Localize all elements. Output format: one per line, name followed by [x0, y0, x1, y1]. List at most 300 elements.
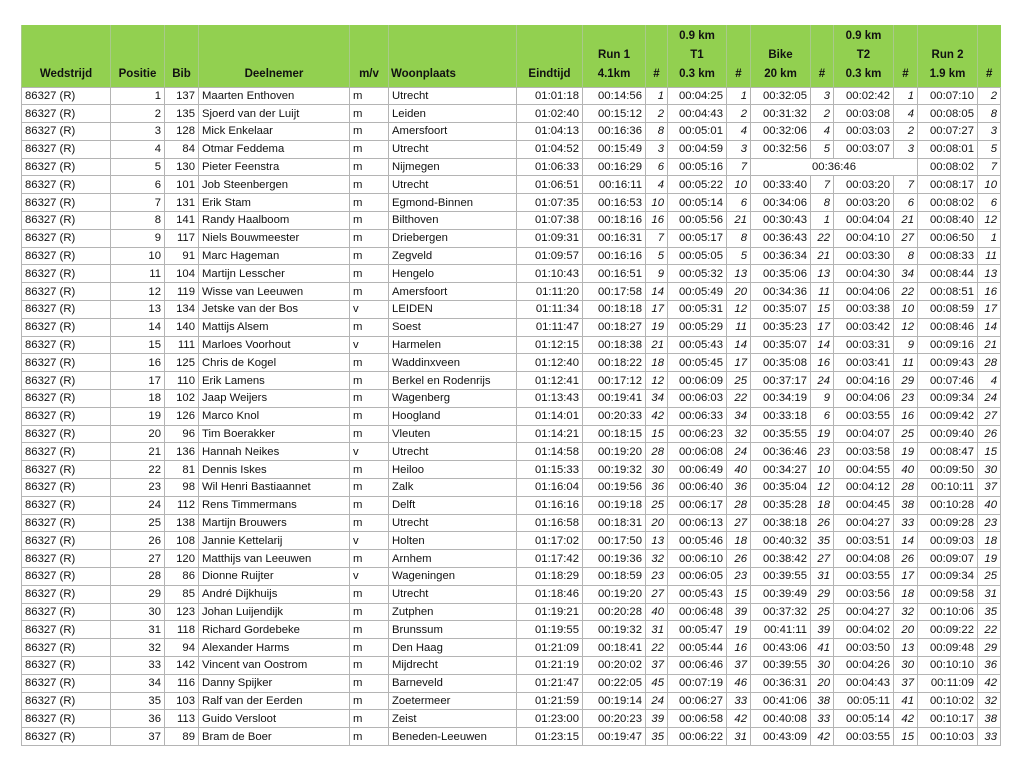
cell-bib: 131 [165, 194, 199, 212]
cell-eindtijd: 01:21:09 [517, 639, 583, 657]
cell-run2: 00:08:44 [918, 265, 978, 283]
cell-t2-rank: 42 [894, 710, 918, 728]
cell-wedstrijd: 86327 (R) [22, 443, 111, 461]
cell-deelnemer: Matthijs van Leeuwen [199, 550, 350, 568]
cell-t1: 00:06:08 [668, 443, 727, 461]
t2-label: T2 [856, 48, 871, 61]
cell-wedstrijd: 86327 (R) [22, 692, 111, 710]
cell-run1-rank: 15 [646, 425, 668, 443]
cell-positie: 9 [111, 229, 165, 247]
table-row [22, 603, 1001, 621]
cell-deelnemer: Guido Versloot [199, 710, 350, 728]
cell-bike-rank: 8 [811, 194, 834, 212]
cell-t1-rank: 11 [727, 318, 751, 336]
cell-t1: 00:05:43 [668, 336, 727, 354]
cell-eindtijd: 01:01:18 [517, 87, 583, 105]
cell-deelnemer: Wil Henri Bastiaannet [199, 479, 350, 497]
cell-wedstrijd: 86327 (R) [22, 140, 111, 158]
col-deelnemer: Deelnemer [199, 25, 350, 87]
cell-woonplaats: Utrecht [389, 514, 517, 532]
cell-bike: 00:38:42 [751, 550, 811, 568]
cell-t2: 00:04:26 [834, 657, 894, 675]
cell-woonplaats: Den Haag [389, 639, 517, 657]
cell-t1-rank: 19 [727, 621, 751, 639]
cell-run1-rank: 36 [646, 479, 668, 497]
t1-label: T1 [690, 48, 704, 61]
cell-positie: 24 [111, 496, 165, 514]
cell-run1: 00:16:29 [583, 158, 646, 176]
cell-eindtijd: 01:15:33 [517, 461, 583, 479]
cell-bib: 134 [165, 301, 199, 319]
cell-run1: 00:19:20 [583, 443, 646, 461]
cell-eindtijd: 01:07:35 [517, 194, 583, 212]
cell-t1: 00:05:44 [668, 639, 727, 657]
cell-bike-rank: 11 [811, 283, 834, 301]
cell-positie: 11 [111, 265, 165, 283]
cell-bib: 85 [165, 585, 199, 603]
run1-label: Run 1 [598, 48, 630, 61]
cell-t2-rank: 3 [894, 140, 918, 158]
cell-run2-rank: 22 [978, 621, 1001, 639]
cell-deelnemer: Otmar Feddema [199, 140, 350, 158]
cell-deelnemer: Jaap Weijers [199, 390, 350, 408]
cell-t1-rank: 33 [727, 692, 751, 710]
cell-mv: v [350, 301, 389, 319]
cell-eindtijd: 01:16:04 [517, 479, 583, 497]
cell-run2-rank: 15 [978, 443, 1001, 461]
cell-deelnemer: Dionne Ruijter [199, 568, 350, 586]
cell-mv: m [350, 390, 389, 408]
cell-run1: 00:19:32 [583, 461, 646, 479]
cell-t1: 00:06:40 [668, 479, 727, 497]
cell-wedstrijd: 86327 (R) [22, 532, 111, 550]
cell-t2: 00:02:42 [834, 87, 894, 105]
cell-mv: m [350, 550, 389, 568]
cell-bib: 81 [165, 461, 199, 479]
table-row [22, 728, 1001, 746]
cell-run2-rank: 36 [978, 657, 1001, 675]
cell-t2-rank: 8 [894, 247, 918, 265]
cell-positie: 37 [111, 728, 165, 746]
table-row [22, 158, 1001, 176]
cell-deelnemer: Marloes Voorhout [199, 336, 350, 354]
cell-bike: 00:33:18 [751, 407, 811, 425]
cell-bike-rank: 18 [811, 496, 834, 514]
cell-eindtijd: 01:21:47 [517, 674, 583, 692]
cell-t2: 00:03:41 [834, 354, 894, 372]
cell-bike: 00:35:55 [751, 425, 811, 443]
cell-run1-rank: 13 [646, 532, 668, 550]
cell-wedstrijd: 86327 (R) [22, 461, 111, 479]
table-row [22, 140, 1001, 158]
cell-positie: 28 [111, 568, 165, 586]
col-wedstrijd: Wedstrijd [22, 25, 111, 87]
table-row [22, 229, 1001, 247]
cell-run1-rank: 18 [646, 354, 668, 372]
cell-t2: 00:04:12 [834, 479, 894, 497]
cell-run2: 00:09:16 [918, 336, 978, 354]
table-row [22, 212, 1001, 230]
cell-t2-rank: 34 [894, 265, 918, 283]
cell-run1: 00:15:49 [583, 140, 646, 158]
cell-bike-rank: 21 [811, 247, 834, 265]
cell-mv: m [350, 212, 389, 230]
table-row [22, 621, 1001, 639]
cell-deelnemer: Richard Gordebeke [199, 621, 350, 639]
col-run2-rank: # [978, 25, 1001, 87]
cell-eindtijd: 01:14:21 [517, 425, 583, 443]
cell-t1-rank: 17 [727, 354, 751, 372]
cell-run1: 00:18:38 [583, 336, 646, 354]
table-row [22, 336, 1001, 354]
cell-wedstrijd: 86327 (R) [22, 674, 111, 692]
cell-run1-rank: 35 [646, 728, 668, 746]
cell-bib: 117 [165, 229, 199, 247]
cell-bike: 00:33:40 [751, 176, 811, 194]
cell-t2: 00:03:55 [834, 728, 894, 746]
table-row [22, 301, 1001, 319]
cell-t1-rank: 42 [727, 710, 751, 728]
table-row [22, 105, 1001, 123]
cell-t1: 00:06:09 [668, 372, 727, 390]
cell-eindtijd: 01:09:57 [517, 247, 583, 265]
cell-wedstrijd: 86327 (R) [22, 318, 111, 336]
cell-mv: m [350, 123, 389, 141]
col-mv: m/v [350, 25, 389, 87]
cell-t1-rank: 7 [727, 158, 751, 176]
cell-run1-rank: 4 [646, 176, 668, 194]
cell-bike-rank: 35 [811, 532, 834, 550]
cell-deelnemer: André Dijkhuijs [199, 585, 350, 603]
cell-t1-rank: 32 [727, 425, 751, 443]
cell-bike: 00:38:18 [751, 514, 811, 532]
cell-run1: 00:15:12 [583, 105, 646, 123]
table-row [22, 710, 1001, 728]
cell-run1-rank: 2 [646, 105, 668, 123]
cell-bib: 98 [165, 479, 199, 497]
cell-t1: 00:05:47 [668, 621, 727, 639]
cell-bike: 00:36:34 [751, 247, 811, 265]
cell-run2-rank: 42 [978, 674, 1001, 692]
cell-mv: m [350, 461, 389, 479]
cell-bib: 108 [165, 532, 199, 550]
cell-run1: 00:19:36 [583, 550, 646, 568]
table-row [22, 390, 1001, 408]
cell-deelnemer: Mick Enkelaar [199, 123, 350, 141]
cell-bib: 141 [165, 212, 199, 230]
cell-t1: 00:04:59 [668, 140, 727, 158]
cell-run2-rank: 6 [978, 194, 1001, 212]
cell-run2-rank: 32 [978, 692, 1001, 710]
cell-t2: 00:03:50 [834, 639, 894, 657]
cell-bike-rank: 12 [811, 479, 834, 497]
cell-run2-rank: 21 [978, 336, 1001, 354]
cell-t2: 00:03:03 [834, 123, 894, 141]
cell-run1: 00:18:22 [583, 354, 646, 372]
cell-bib: 110 [165, 372, 199, 390]
cell-bib: 112 [165, 496, 199, 514]
cell-t1-rank: 25 [727, 372, 751, 390]
cell-run2: 00:11:09 [918, 674, 978, 692]
table-header [22, 25, 1001, 87]
cell-woonplaats: Heiloo [389, 461, 517, 479]
cell-woonplaats: Brunssum [389, 621, 517, 639]
cell-eindtijd: 01:18:46 [517, 585, 583, 603]
cell-t1: 00:05:16 [668, 158, 727, 176]
cell-run2-rank: 18 [978, 532, 1001, 550]
cell-run2: 00:09:50 [918, 461, 978, 479]
cell-deelnemer: Alexander Harms [199, 639, 350, 657]
cell-deelnemer: Erik Stam [199, 194, 350, 212]
cell-run1: 00:22:05 [583, 674, 646, 692]
cell-run2-rank: 30 [978, 461, 1001, 479]
cell-t1-rank: 23 [727, 568, 751, 586]
cell-run1-rank: 31 [646, 621, 668, 639]
cell-bib: 84 [165, 140, 199, 158]
cell-bike: 00:32:56 [751, 140, 811, 158]
cell-run2: 00:09:28 [918, 514, 978, 532]
table-row [22, 550, 1001, 568]
t1-top: 0.9 km [679, 29, 715, 42]
cell-run2: 00:07:27 [918, 123, 978, 141]
cell-run2-rank: 25 [978, 568, 1001, 586]
cell-run2: 00:09:03 [918, 532, 978, 550]
table-row [22, 461, 1001, 479]
cell-bike: 00:35:28 [751, 496, 811, 514]
cell-t1: 00:04:43 [668, 105, 727, 123]
cell-t2: 00:05:14 [834, 710, 894, 728]
cell-deelnemer: Hannah Neikes [199, 443, 350, 461]
cell-mv: m [350, 603, 389, 621]
cell-positie: 25 [111, 514, 165, 532]
cell-bike: 00:35:23 [751, 318, 811, 336]
cell-wedstrijd: 86327 (R) [22, 496, 111, 514]
col-run2 [918, 25, 978, 87]
cell-run2: 00:08:05 [918, 105, 978, 123]
cell-deelnemer: Jannie Kettelarij [199, 532, 350, 550]
col-woonplaats: Woonplaats [389, 25, 517, 87]
cell-t1-rank: 3 [727, 140, 751, 158]
cell-t1-rank: 24 [727, 443, 751, 461]
cell-deelnemer: Rens Timmermans [199, 496, 350, 514]
cell-t1: 00:06:05 [668, 568, 727, 586]
cell-run1: 00:18:27 [583, 318, 646, 336]
table-row [22, 123, 1001, 141]
cell-run1-rank: 39 [646, 710, 668, 728]
cell-wedstrijd: 86327 (R) [22, 336, 111, 354]
cell-t2-rank: 41 [894, 692, 918, 710]
cell-run2: 00:08:33 [918, 247, 978, 265]
cell-t2: 00:04:16 [834, 372, 894, 390]
cell-wedstrijd: 86327 (R) [22, 265, 111, 283]
cell-deelnemer: Marc Hageman [199, 247, 350, 265]
cell-run1-rank: 32 [646, 550, 668, 568]
cell-bike: 00:34:27 [751, 461, 811, 479]
cell-t1: 00:05:45 [668, 354, 727, 372]
cell-woonplaats: Mijdrecht [389, 657, 517, 675]
cell-run1: 00:18:31 [583, 514, 646, 532]
cell-run2-rank: 28 [978, 354, 1001, 372]
cell-run2-rank: 38 [978, 710, 1001, 728]
cell-mv: m [350, 657, 389, 675]
cell-deelnemer: Johan Luijendijk [199, 603, 350, 621]
cell-bike: 00:39:55 [751, 568, 811, 586]
cell-bike-rank: 3 [811, 87, 834, 105]
cell-deelnemer: Job Steenbergen [199, 176, 350, 194]
cell-run1-rank: 9 [646, 265, 668, 283]
cell-positie: 12 [111, 283, 165, 301]
cell-t1-rank: 15 [727, 585, 751, 603]
cell-bike-rank: 19 [811, 425, 834, 443]
cell-run1-rank: 14 [646, 283, 668, 301]
cell-bib: 125 [165, 354, 199, 372]
cell-t2: 00:03:58 [834, 443, 894, 461]
cell-bike-rank: 27 [811, 550, 834, 568]
cell-run1-rank: 8 [646, 123, 668, 141]
cell-deelnemer: Dennis Iskes [199, 461, 350, 479]
cell-bib: 130 [165, 158, 199, 176]
col-bike-rank: # [811, 25, 834, 87]
cell-run2: 00:08:02 [918, 194, 978, 212]
cell-t1-rank: 6 [727, 194, 751, 212]
cell-wedstrijd: 86327 (R) [22, 514, 111, 532]
cell-eindtijd: 01:04:13 [517, 123, 583, 141]
cell-t2-rank: 7 [894, 176, 918, 194]
cell-run1: 00:16:53 [583, 194, 646, 212]
cell-bib: 101 [165, 176, 199, 194]
cell-woonplaats: Utrecht [389, 87, 517, 105]
cell-run2-rank: 31 [978, 585, 1001, 603]
cell-t1-rank: 39 [727, 603, 751, 621]
cell-woonplaats: Zalk [389, 479, 517, 497]
cell-t1-rank: 28 [727, 496, 751, 514]
table-row [22, 514, 1001, 532]
cell-positie: 36 [111, 710, 165, 728]
col-run1-rank: # [646, 25, 668, 87]
cell-bike: 00:35:08 [751, 354, 811, 372]
cell-run1-rank: 21 [646, 336, 668, 354]
cell-woonplaats: Zutphen [389, 603, 517, 621]
cell-t1: 00:06:17 [668, 496, 727, 514]
cell-run2-rank: 10 [978, 176, 1001, 194]
cell-t2: 00:04:10 [834, 229, 894, 247]
cell-run2-rank: 35 [978, 603, 1001, 621]
cell-run2-rank: 14 [978, 318, 1001, 336]
cell-wedstrijd: 86327 (R) [22, 728, 111, 746]
cell-mv: m [350, 105, 389, 123]
cell-woonplaats: Beneden-Leeuwen [389, 728, 517, 746]
cell-deelnemer: Jetske van der Bos [199, 301, 350, 319]
cell-bib: 118 [165, 621, 199, 639]
table-row [22, 372, 1001, 390]
cell-mv: m [350, 728, 389, 746]
cell-t2: 00:04:27 [834, 603, 894, 621]
cell-bike: 00:39:49 [751, 585, 811, 603]
cell-bike-rank: 15 [811, 301, 834, 319]
cell-bike: 00:35:07 [751, 301, 811, 319]
cell-bike-rank: 20 [811, 674, 834, 692]
cell-t1: 00:05:14 [668, 194, 727, 212]
cell-t2-rank: 2 [894, 123, 918, 141]
cell-run1: 00:19:14 [583, 692, 646, 710]
cell-t1-rank: 21 [727, 212, 751, 230]
cell-run1-rank: 19 [646, 318, 668, 336]
cell-bike-rank: 14 [811, 336, 834, 354]
cell-t2-rank: 9 [894, 336, 918, 354]
cell-run1-rank: 28 [646, 443, 668, 461]
cell-run1-rank: 3 [646, 140, 668, 158]
table-row [22, 87, 1001, 105]
cell-t1-rank: 10 [727, 176, 751, 194]
cell-t2-rank: 30 [894, 657, 918, 675]
cell-t1: 00:06:33 [668, 407, 727, 425]
cell-deelnemer: Bram de Boer [199, 728, 350, 746]
cell-mv: m [350, 354, 389, 372]
cell-mv: m [350, 674, 389, 692]
cell-positie: 3 [111, 123, 165, 141]
cell-wedstrijd: 86327 (R) [22, 621, 111, 639]
cell-bike: 00:35:04 [751, 479, 811, 497]
cell-bib: 123 [165, 603, 199, 621]
table-row [22, 194, 1001, 212]
run1-distance: 4.1km [597, 67, 631, 80]
cell-mv: m [350, 479, 389, 497]
cell-wedstrijd: 86327 (R) [22, 372, 111, 390]
cell-bib: 91 [165, 247, 199, 265]
cell-positie: 13 [111, 301, 165, 319]
cell-t2: 00:05:11 [834, 692, 894, 710]
cell-run1-rank: 37 [646, 657, 668, 675]
table-row [22, 425, 1001, 443]
cell-bike-rank: 38 [811, 692, 834, 710]
cell-run2-rank: 1 [978, 229, 1001, 247]
cell-woonplaats: Zoetermeer [389, 692, 517, 710]
cell-run2: 00:09:34 [918, 568, 978, 586]
col-t2-rank: # [894, 25, 918, 87]
cell-mv: m [350, 425, 389, 443]
cell-run2: 00:09:43 [918, 354, 978, 372]
cell-positie: 23 [111, 479, 165, 497]
table-row [22, 354, 1001, 372]
cell-run1-rank: 20 [646, 514, 668, 532]
cell-deelnemer: Tim Boerakker [199, 425, 350, 443]
cell-t2: 00:04:04 [834, 212, 894, 230]
cell-woonplaats: Amersfoort [389, 123, 517, 141]
cell-run1: 00:18:59 [583, 568, 646, 586]
cell-t1-rank: 22 [727, 390, 751, 408]
cell-run1: 00:16:16 [583, 247, 646, 265]
cell-positie: 19 [111, 407, 165, 425]
table-row [22, 674, 1001, 692]
cell-t2-rank: 40 [894, 461, 918, 479]
cell-positie: 5 [111, 158, 165, 176]
cell-deelnemer: Maarten Enthoven [199, 87, 350, 105]
cell-t2-rank: 22 [894, 283, 918, 301]
cell-positie: 30 [111, 603, 165, 621]
cell-mv: v [350, 532, 389, 550]
cell-bike: 00:40:08 [751, 710, 811, 728]
cell-deelnemer: Chris de Kogel [199, 354, 350, 372]
table-row [22, 283, 1001, 301]
cell-t1-rank: 5 [727, 247, 751, 265]
cell-mv: m [350, 496, 389, 514]
cell-run2: 00:10:17 [918, 710, 978, 728]
cell-deelnemer: Erik Lamens [199, 372, 350, 390]
cell-t2-rank: 32 [894, 603, 918, 621]
cell-eindtijd: 01:04:52 [517, 140, 583, 158]
cell-mv: m [350, 87, 389, 105]
cell-wedstrijd: 86327 (R) [22, 568, 111, 586]
